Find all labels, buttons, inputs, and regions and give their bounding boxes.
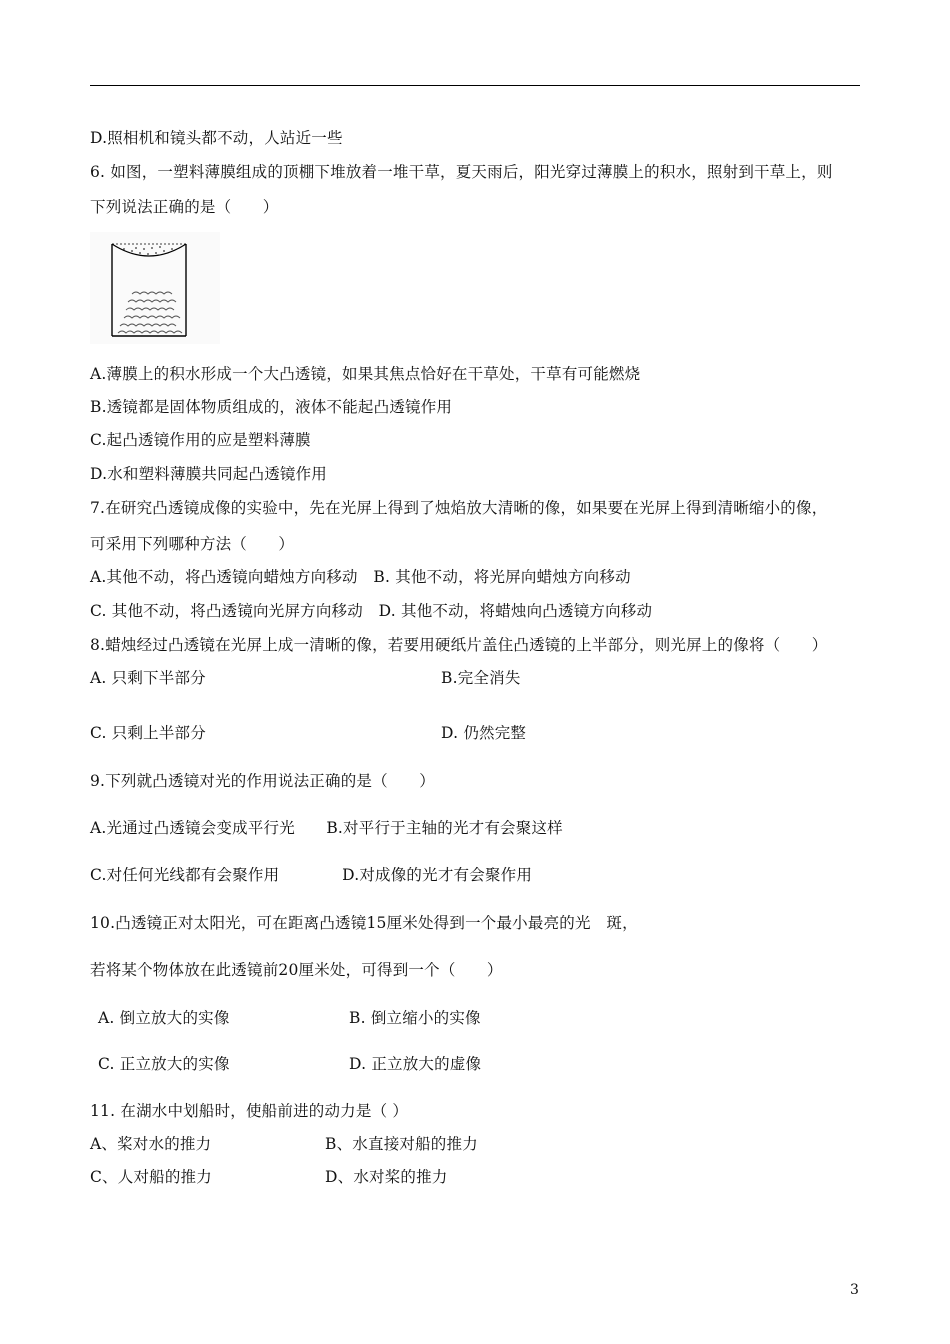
q5-option-d: D.照相机和镜头都不动，人站近一些 — [90, 129, 343, 147]
header-rule — [90, 85, 860, 86]
page-number: 3 — [850, 1282, 859, 1298]
q6-option-c: C.起凸透镜作用的应是塑料薄膜 — [90, 431, 311, 449]
q10-stem-line1: 10.凸透镜正对太阳光，可在距离凸透镜15厘米处得到一个最小最亮的光 斑， — [90, 914, 638, 932]
q11-stem: 11. 在湖水中划船时，使船前进的动力是（ ） — [90, 1102, 409, 1120]
q8-option-c: C. 只剩上半部分 — [90, 724, 206, 742]
q8-option-b: B.完全消失 — [441, 669, 521, 687]
q7-options-cd: C. 其他不动，将凸透镜向光屏方向移动 D. 其他不动，将蜡烛向凸透镜方向移动 — [90, 602, 653, 620]
q11-option-b: B、水直接对船的推力 — [325, 1135, 478, 1153]
q9-options-ab: A.光通过凸透镜会变成平行光 B.对平行于主轴的光才有会聚这样 — [90, 819, 563, 837]
q11-option-d: D、水对桨的推力 — [325, 1168, 448, 1186]
q7-stem-line2: 可采用下列哪种方法（ ） — [90, 535, 295, 553]
q6-stem-line2: 下列说法正确的是（ ） — [90, 198, 279, 216]
q9-stem: 9.下列就凸透镜对光的作用说法正确的是（ ） — [90, 772, 435, 790]
q10-option-a: A. 倒立放大的实像 — [98, 1009, 230, 1027]
q8-option-d: D. 仍然完整 — [441, 724, 527, 742]
q9-options-cd: C.对任何光线都有会聚作用 D.对成像的光才有会聚作用 — [90, 866, 533, 884]
q6-option-a: A.薄膜上的积水形成一个大凸透镜，如果其焦点恰好在干草处，干草有可能燃烧 — [90, 365, 641, 383]
q11-option-a: A、桨对水的推力 — [90, 1135, 212, 1153]
q7-options-ab: A.其他不动，将凸透镜向蜡烛方向移动 B. 其他不动，将光屏向蜡烛方向移动 — [90, 568, 631, 586]
q6-option-d: D.水和塑料薄膜共同起凸透镜作用 — [90, 465, 328, 483]
q8-stem: 8.蜡烛经过凸透镜在光屏上成一清晰的像，若要用硬纸片盖住凸透镜的上半部分，则光屏上的像将（ ） — [90, 636, 828, 654]
q6-stem-line1: 6. 如图，一塑料薄膜组成的顶棚下堆放着一堆干草，夏天雨后，阳光穿过薄膜上的积水，照射到干草上，则 — [90, 163, 833, 181]
q10-option-d: D. 正立放大的虚像 — [349, 1055, 482, 1073]
q8-option-a: A. 只剩下半部分 — [90, 669, 206, 687]
q10-option-c: C. 正立放大的实像 — [98, 1055, 230, 1073]
q10-option-b: B. 倒立缩小的实像 — [349, 1009, 481, 1027]
q11-option-c: C、人对船的推力 — [90, 1168, 212, 1186]
hay-shed-figure — [90, 232, 220, 344]
q6-option-b: B.透镜都是固体物质组成的，液体不能起凸透镜作用 — [90, 398, 453, 416]
q10-stem-line2: 若将某个物体放在此透镜前20厘米处，可得到一个（ ） — [90, 961, 503, 979]
q7-stem-line1: 7.在研究凸透镜成像的实验中，先在光屏上得到了烛焰放大清晰的像，如果要在光屏上得到清晰缩小的像， — [90, 499, 828, 517]
